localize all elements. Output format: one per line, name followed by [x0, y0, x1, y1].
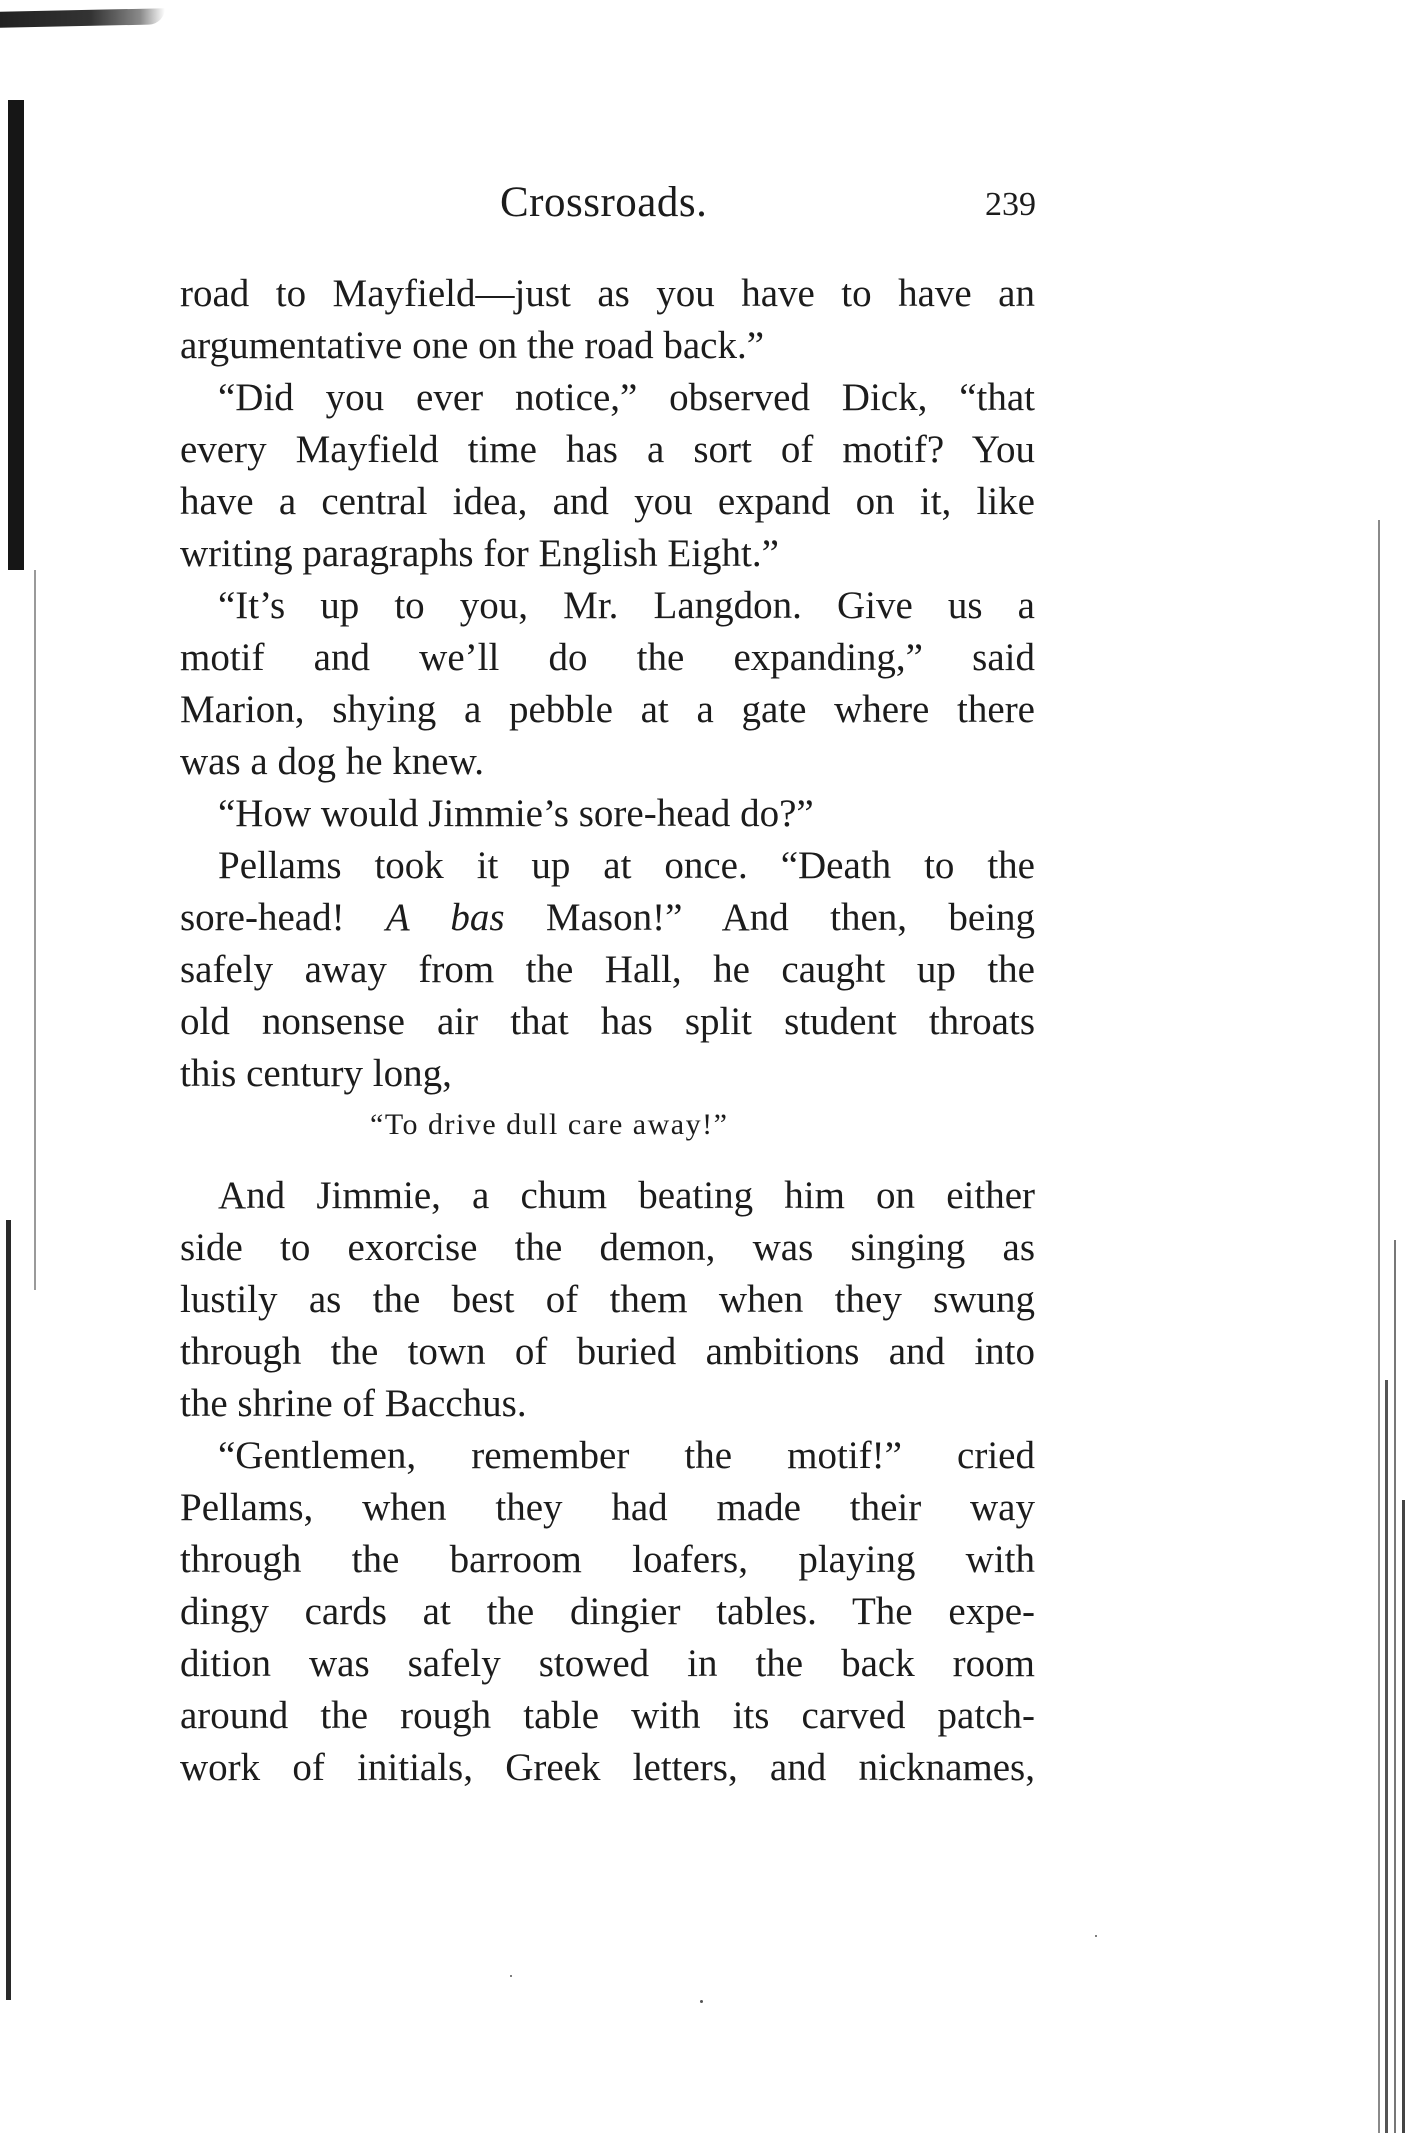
text-line: Pellams, when they had made their way: [180, 1486, 1035, 1529]
text-line: motif and we’ll do the expanding,” said: [180, 636, 1035, 679]
binding-shadow: [8, 100, 24, 570]
text-line: have a central idea, and you expand on it, like: [180, 480, 1035, 523]
text-line: dingy cards at the dingier tables. The expe-: [180, 1590, 1035, 1633]
text-line: was a dog he knew.: [180, 740, 484, 783]
text-line: every Mayfield time has a sort of motif? You: [180, 428, 1035, 471]
text-line: writing paragraphs for English Eight.”: [180, 532, 779, 575]
text-line: safely away from the Hall, he caught up the: [180, 948, 1035, 991]
text-line: around the rough table with its carved patch-: [180, 1694, 1035, 1737]
text-line: road to Mayfield—just as you have to have an: [180, 272, 1035, 315]
text-segment: sore-head!: [180, 896, 386, 939]
text-line: “It’s up to you, Mr. Langdon. Give us a: [218, 584, 1035, 627]
text-line: argumentative one on the road back.”: [180, 324, 765, 367]
text-line: the shrine of Bacchus.: [180, 1382, 527, 1425]
text-line: And Jimmie, a chum beating him on either: [218, 1174, 1035, 1217]
text-line: “How would Jimmie’s sore-head do?”: [218, 792, 814, 835]
page-edge-line: [1385, 1380, 1388, 2133]
text-line: “Did you ever notice,” observed Dick, “that: [218, 376, 1035, 419]
page-edge-line: [1378, 520, 1380, 2133]
scan-speck: [1095, 1935, 1097, 1937]
text-line: “Gentlemen, remember the motif!” cried: [218, 1434, 1035, 1477]
text-line: old nonsense air that has split student throats: [180, 1000, 1035, 1043]
text-line: through the barroom loafers, playing with: [180, 1538, 1035, 1581]
text-line: through the town of buried ambitions and into: [180, 1330, 1035, 1373]
page-edge-line: [1394, 1240, 1396, 2133]
running-title: Crossroads.: [500, 179, 708, 226]
text-line: lustily as the best of them when they swung: [180, 1278, 1035, 1321]
page-number: 239: [985, 186, 1036, 223]
text-line: dition was safely stowed in the back room: [180, 1642, 1035, 1685]
scan-corner-mark: [0, 8, 165, 27]
page-edge-line: [1402, 1500, 1405, 2133]
scan-speck: [510, 1975, 512, 1977]
text-segment: Mason!” And then, being: [504, 896, 1035, 939]
text-line: [180, 892, 1035, 944]
verse-quote: “To drive dull care away!”: [370, 1108, 729, 1141]
running-head: [0, 178, 1410, 238]
text-line: Pellams took it up at once. “Death to the: [218, 844, 1035, 887]
text-line: Marion, shying a pebble at a gate where there: [180, 688, 1035, 731]
text-line: work of initials, Greek letters, and nicknames,: [180, 1746, 1035, 1789]
italic-phrase: A bas: [385, 896, 505, 939]
scan-speck: [700, 2000, 703, 2003]
binding-line: [34, 570, 36, 1290]
text-line: side to exorcise the demon, was singing as: [180, 1226, 1035, 1269]
text-line: this century long,: [180, 1052, 452, 1095]
binding-shadow: [6, 1220, 11, 2000]
